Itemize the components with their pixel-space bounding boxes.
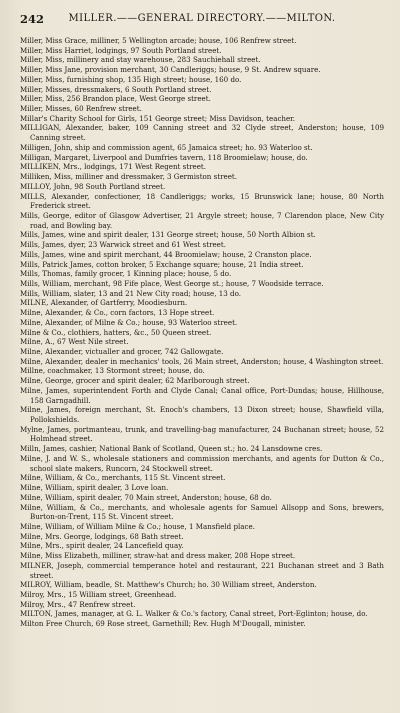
directory-entry: Milne, Alexander, victualler and grocer, 742 Gallowgate. — [20, 347, 224, 356]
directory-entry: Miller, Miss, furnishing shop, 135 High street; house, 160 do. — [20, 74, 242, 84]
directory-entry: Mills, James, wine and spirit merchant, 44 Broomielaw; house, 2 Cranston place. — [20, 249, 312, 259]
directory-entry: Milne, James, superintendent Forth and Clyde Canal; Canal office, Port-Dundas; house, Hillhouse, 158 Garngadhill. — [20, 385, 384, 405]
directory-entry: Millne, coachmaker, 13 Stormont street; house, do. — [20, 366, 205, 376]
directory-entry: Milligan, Margaret, Liverpool and Dumfries tavern, 118 Broomielaw; house, do. — [20, 152, 308, 162]
directory-entry: Milne, Mrs. George, lodgings, 68 Bath street. — [20, 531, 184, 541]
page-number: 242 — [20, 12, 45, 26]
directory-entry: Milroy, Mrs., 15 William street, Greenhead. — [20, 589, 177, 599]
directory-entry: Milligen, John, ship and commission agent, 65 Jamaica street; ho. 93 Waterloo st. — [20, 142, 313, 152]
directory-entry: Milne, William, & Co., merchants, and wholesale agents for Samuel Allsopp and Sons, brewers, Burton-on-Trent, 115 St. Vincent street. — [20, 502, 384, 522]
directory-entry: MILLIGAN, Alexander, baker, 109 Canning street and 32 Clyde street, Anderston; house, 109 Canning street. — [20, 123, 384, 143]
directory-entry: Milne, Alexander, & Co., corn factors, 13 Hope street. — [20, 308, 215, 318]
directory-entry: MILROY, William, beadle, St. Matthew's Church; ho. 30 William street, Anderston. — [20, 580, 317, 590]
directory-entry: Milton Free Church, 69 Rose street, Garnethill; Rev. Hugh M'Dougall, minister. — [20, 619, 306, 629]
directory-entry: Milln, James, cashier, National Bank of Scotland, Queen st.; ho. 24 Lansdowne cres. — [20, 444, 323, 454]
directory-entry: Milne, William, & Co., merchants, 115 St. Vincent street. — [20, 473, 226, 483]
directory-entry: Milne, William, of William Milne & Co.; house, 1 Mansfield place. — [20, 521, 255, 531]
directory-entry: Miller, Miss, millinery and stay warehouse, 283 Sauchiehall street. — [20, 55, 261, 65]
directory-entry: MILLIKEN, Mrs., lodgings, 171 West Regent street. — [20, 162, 207, 172]
directory-entry: Mills, William, merchant, 98 Fife place, West George st.; house, 7 Woodside terrace. — [20, 278, 324, 288]
directory-entry: Miller, Misses, 60 Renfrew street. — [20, 104, 142, 114]
directory-entry: Milne, Alexander, dealer in mechanics' tools, 26 Main street, Anderston; house, 4 Washington street. — [20, 356, 384, 366]
directory-entry: Mills, James, wine and spirit dealer, 131 George street; house, 50 North Albion st. — [20, 230, 316, 240]
directory-entry: Milne, J. and W. S., wholesale stationers and commission merchants, and agents for Dutton & Co., school slate makers, Runcorn, 24 Stockwell street. — [20, 453, 384, 473]
directory-entry: Mills, Thomas, family grocer, 1 Kinning place; house, 5 do. — [20, 269, 232, 279]
directory-entry: Mills, George, editor of Glasgow Advertiser, 21 Argyle street; house, 7 Clarendon place, New City road, and Bowling bay. — [20, 210, 384, 230]
directory-entry: MILNER, Joseph, commercial temperance hotel and restaurant, 221 Buchanan street and 3 Bath street. — [20, 560, 384, 580]
directory-entry: Millar's Charity School for Girls, 151 George street; Miss Davidson, teacher. — [20, 113, 296, 123]
directory-entry: Milne, William, spirit dealer, 70 Main street, Anderston; house, 68 do. — [20, 492, 272, 502]
directory-entry: Miller, Miss, 256 Brandon place, West George street. — [20, 94, 211, 104]
directory-entry: Mills, James, dyer, 23 Warwick street and 61 West street. — [20, 240, 226, 250]
directory-entry: Milne, Mrs., spirit dealer, 24 Lancefield quay. — [20, 541, 184, 551]
directory-entries — [20, 36, 384, 629]
directory-entry: Milne, William, spirit dealer, 3 Love loan. — [20, 483, 169, 493]
page-header — [20, 12, 384, 28]
directory-entry: Milne, George, grocer and spirit dealer, 62 Marlborough street. — [20, 376, 250, 386]
directory-entry: Milroy, Mrs., 47 Renfrew street. — [20, 599, 136, 609]
directory-entry: Milliken, Miss, milliner and dressmaker, 3 Germiston street. — [20, 172, 238, 182]
directory-entry: Miller, Misses, dressmakers, 6 South Portland street. — [20, 84, 212, 94]
directory-entry: MILTON, James, manager, at G. L. Walker & Co.'s factory, Canal street, Port-Eglinton; house, do. — [20, 609, 368, 619]
directory-entry: Miller, Miss Harriet, lodgings, 97 South Portland street. — [20, 45, 222, 55]
directory-entry: Mylne, James, portmanteau, trunk, and travelling-bag manufacturer, 24 Buchanan street; house, 52 Holmhead street. — [20, 424, 384, 444]
directory-entry: Milne, A., 67 West Nile street. — [20, 337, 129, 347]
directory-entry: Milne, Alexander, of Milne & Co.; house, 93 Waterloo street. — [20, 317, 238, 327]
directory-entry: Milne, Miss Elizabeth, milliner, straw-hat and dress maker, 208 Hope street. — [20, 551, 296, 561]
running-title: MILLER.——GENERAL DIRECTORY.——MILTON. — [68, 13, 336, 24]
directory-entry: Miller, Miss Grace, milliner, 5 Wellington arcade; house, 106 Renfrew street. — [20, 36, 297, 45]
directory-entry: Milne, James, foreign merchant, St. Enoch's chambers, 13 Dixon street; house, Shawfield villa, Pollokshields. — [20, 405, 384, 425]
directory-entry: Miller, Miss Jane, provision merchant, 30 Candleriggs; house, 9 St. Andrew square. — [20, 65, 321, 75]
directory-entry: MILNE, Alexander, of Gartferry, Moodiesburn. — [20, 298, 188, 308]
directory-entry: MILLOY, John, 98 South Portland street. — [20, 181, 166, 191]
directory-entry: Mills, Patrick James, cotton broker, 5 Exchange square; house, 21 India street. — [20, 259, 304, 269]
directory-entry: Milne & Co., clothiers, hatters, &c., 50 Queen street. — [20, 327, 212, 337]
directory-entry: MILLS, Alexander, confectioner, 18 Candleriggs; works, 15 Brunswick lane; house, 80 North Frederick street. — [20, 191, 384, 211]
directory-entry: Mills, William, slater, 13 and 21 New City road; house, 13 do. — [20, 288, 241, 298]
